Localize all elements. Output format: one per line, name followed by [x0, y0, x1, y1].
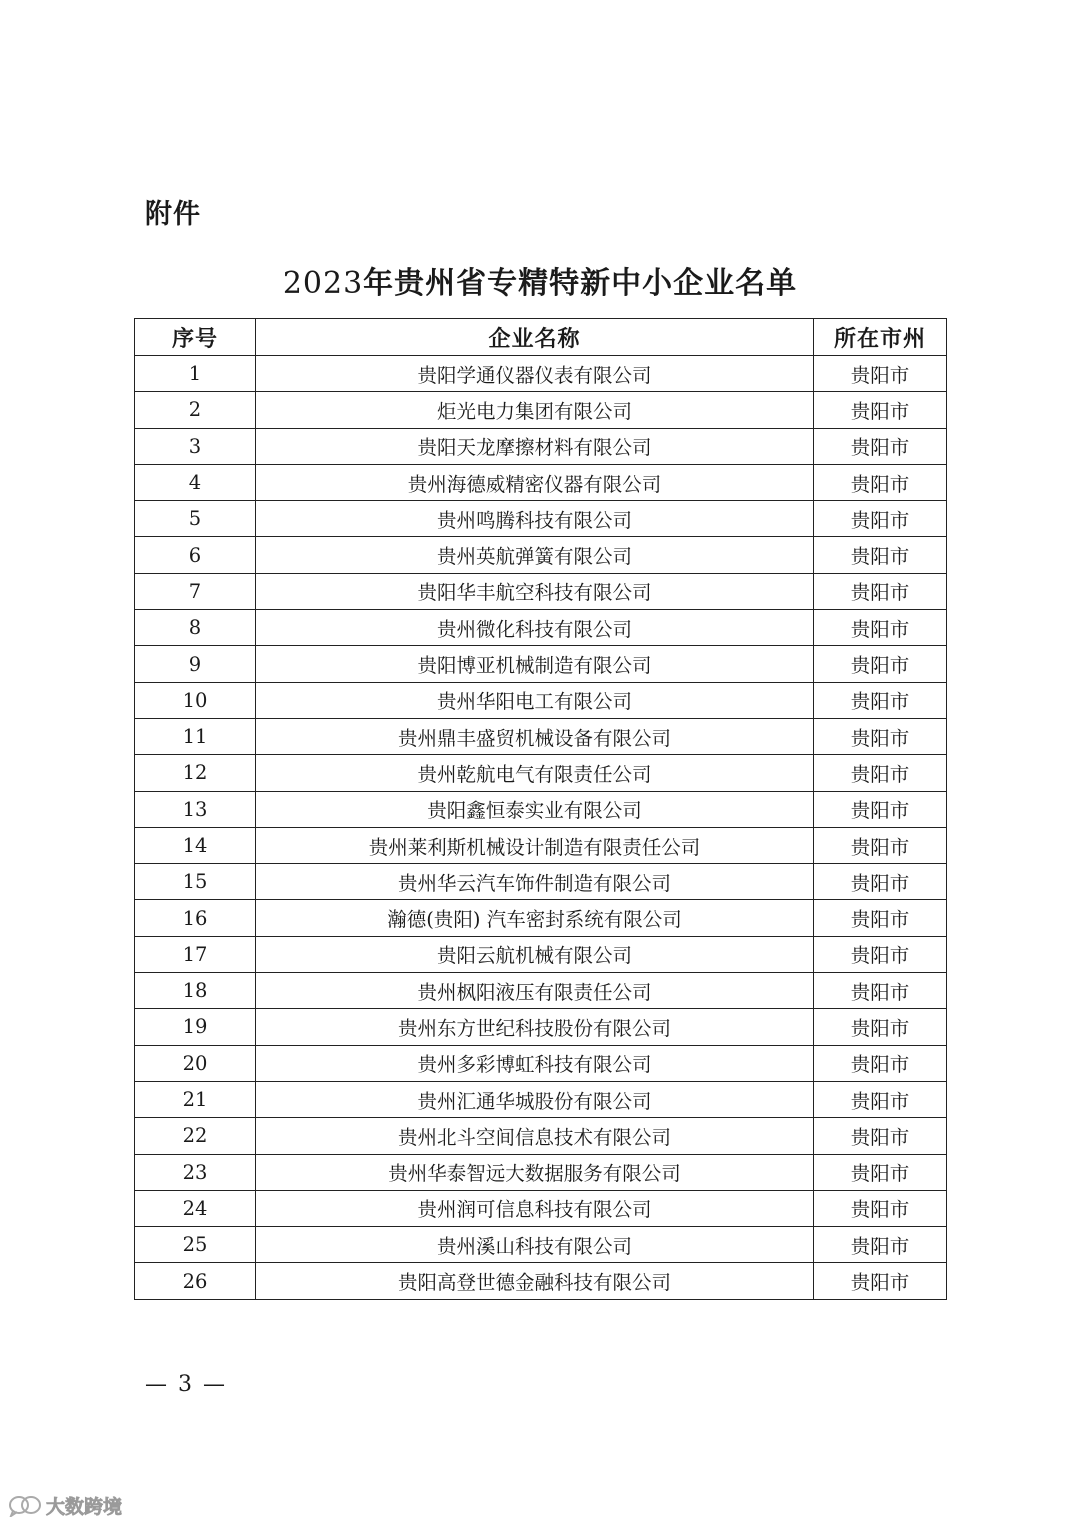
cell-serial: 2: [135, 392, 256, 428]
table-row: [135, 356, 947, 392]
table-row: [135, 501, 947, 537]
cell-city: 贵阳市: [814, 718, 947, 754]
cell-city: 贵阳市: [814, 791, 947, 827]
table-row: [135, 464, 947, 500]
cell-company: 贵阳鑫恒泰实业有限公司: [256, 791, 814, 827]
table-row: [135, 900, 947, 936]
cell-serial: 8: [135, 610, 256, 646]
title-text: 年贵州省专精特新中小企业名单: [363, 266, 798, 301]
cell-serial: 13: [135, 791, 256, 827]
cell-city: 贵阳市: [814, 1009, 947, 1045]
page-number: — 3 —: [145, 1372, 227, 1397]
cell-city: 贵阳市: [814, 646, 947, 682]
cell-company: 贵州英航弹簧有限公司: [256, 537, 814, 573]
table-row: [135, 428, 947, 464]
cell-city: 贵阳市: [814, 1190, 947, 1226]
table-row: [135, 1190, 947, 1226]
cell-company: 贵州东方世纪科技股份有限公司: [256, 1009, 814, 1045]
cell-serial: 20: [135, 1045, 256, 1081]
cell-company: 贵阳高登世德金融科技有限公司: [256, 1263, 814, 1299]
document-title: [0, 258, 1080, 302]
cell-serial: 11: [135, 718, 256, 754]
cell-company: 贵阳云航机械有限公司: [256, 936, 814, 972]
cell-company: 炬光电力集团有限公司: [256, 392, 814, 428]
cell-serial: 5: [135, 501, 256, 537]
cell-city: 贵阳市: [814, 864, 947, 900]
cell-serial: 25: [135, 1227, 256, 1263]
cell-company: 瀚德(贵阳) 汽车密封系统有限公司: [256, 900, 814, 936]
cell-serial: 22: [135, 1118, 256, 1154]
cell-city: 贵阳市: [814, 573, 947, 609]
cell-serial: 17: [135, 936, 256, 972]
table-row: [135, 1009, 947, 1045]
table-row: [135, 392, 947, 428]
table-row: [135, 1118, 947, 1154]
enterprise-table: [134, 318, 947, 1300]
table-row: [135, 573, 947, 609]
table-row: [135, 537, 947, 573]
cell-serial: 19: [135, 1009, 256, 1045]
cell-company: 贵州汇通华城股份有限公司: [256, 1081, 814, 1117]
watermark: [8, 1490, 122, 1520]
cell-city: 贵阳市: [814, 428, 947, 464]
cell-company: 贵阳天龙摩擦材料有限公司: [256, 428, 814, 464]
cell-city: 贵阳市: [814, 356, 947, 392]
table-row: [135, 864, 947, 900]
cell-city: 贵阳市: [814, 1263, 947, 1299]
cell-company: 贵州莱利斯机械设计制造有限责任公司: [256, 827, 814, 863]
table-row: [135, 1154, 947, 1190]
table-row: [135, 755, 947, 791]
table-row: [135, 610, 947, 646]
cell-city: 贵阳市: [814, 1227, 947, 1263]
cell-company: 贵州微化科技有限公司: [256, 610, 814, 646]
cell-company: 贵州华泰智远大数据服务有限公司: [256, 1154, 814, 1190]
cell-serial: 16: [135, 900, 256, 936]
table-row: [135, 791, 947, 827]
table-row: [135, 973, 947, 1009]
cell-city: 贵阳市: [814, 501, 947, 537]
cell-serial: 9: [135, 646, 256, 682]
cell-city: 贵阳市: [814, 537, 947, 573]
header-serial: 序号: [135, 319, 256, 356]
cell-company: 贵州鸣腾科技有限公司: [256, 501, 814, 537]
cell-city: 贵阳市: [814, 610, 947, 646]
cell-city: 贵阳市: [814, 755, 947, 791]
cell-serial: 6: [135, 537, 256, 573]
header-company: 企业名称: [256, 319, 814, 356]
cell-company: 贵州溪山科技有限公司: [256, 1227, 814, 1263]
cell-company: 贵州华云汽车饰件制造有限公司: [256, 864, 814, 900]
table-row: [135, 682, 947, 718]
cell-company: 贵州北斗空间信息技术有限公司: [256, 1118, 814, 1154]
cell-serial: 4: [135, 464, 256, 500]
table-row: [135, 1227, 947, 1263]
cell-company: 贵州鼎丰盛贸机械设备有限公司: [256, 718, 814, 754]
title-year: 2023: [282, 266, 364, 301]
table-row: [135, 1263, 947, 1299]
cell-company: 贵州海德威精密仪器有限公司: [256, 464, 814, 500]
cell-city: 贵阳市: [814, 900, 947, 936]
cell-company: 贵州枫阳液压有限责任公司: [256, 973, 814, 1009]
cell-city: 贵阳市: [814, 1154, 947, 1190]
cell-company: 贵阳华丰航空科技有限公司: [256, 573, 814, 609]
watermark-text: 大数跨境: [46, 1495, 123, 1518]
cell-serial: 10: [135, 682, 256, 718]
cell-city: 贵阳市: [814, 1045, 947, 1081]
table-row: [135, 718, 947, 754]
cell-serial: 1: [135, 356, 256, 392]
cell-company: 贵阳学通仪器仪表有限公司: [256, 356, 814, 392]
cell-city: 贵阳市: [814, 682, 947, 718]
cell-serial: 15: [135, 864, 256, 900]
cell-serial: 7: [135, 573, 256, 609]
cell-company: 贵州润可信息科技有限公司: [256, 1190, 814, 1226]
cell-company: 贵州乾航电气有限责任公司: [256, 755, 814, 791]
cell-serial: 18: [135, 973, 256, 1009]
cell-serial: 21: [135, 1081, 256, 1117]
table-row: [135, 827, 947, 863]
cell-serial: 3: [135, 428, 256, 464]
table-header-row: [135, 319, 947, 356]
attachment-label: 附件: [145, 199, 201, 230]
cell-city: 贵阳市: [814, 936, 947, 972]
cell-serial: 12: [135, 755, 256, 791]
table-row: [135, 1081, 947, 1117]
cell-serial: 26: [135, 1263, 256, 1299]
cell-company: 贵州华阳电工有限公司: [256, 682, 814, 718]
cell-city: 贵阳市: [814, 392, 947, 428]
table-row: [135, 936, 947, 972]
cell-city: 贵阳市: [814, 973, 947, 1009]
cell-city: 贵阳市: [814, 827, 947, 863]
cell-company: 贵州多彩博虹科技有限公司: [256, 1045, 814, 1081]
table-body: [135, 356, 947, 1300]
cell-company: 贵阳博亚机械制造有限公司: [256, 646, 814, 682]
chat-bubble-logo-icon: [8, 1493, 42, 1517]
header-city: 所在市州: [814, 319, 947, 356]
table-row: [135, 1045, 947, 1081]
cell-city: 贵阳市: [814, 1118, 947, 1154]
table-row: [135, 646, 947, 682]
cell-serial: 23: [135, 1154, 256, 1190]
cell-city: 贵阳市: [814, 1081, 947, 1117]
cell-serial: 24: [135, 1190, 256, 1226]
cell-serial: 14: [135, 827, 256, 863]
cell-city: 贵阳市: [814, 464, 947, 500]
